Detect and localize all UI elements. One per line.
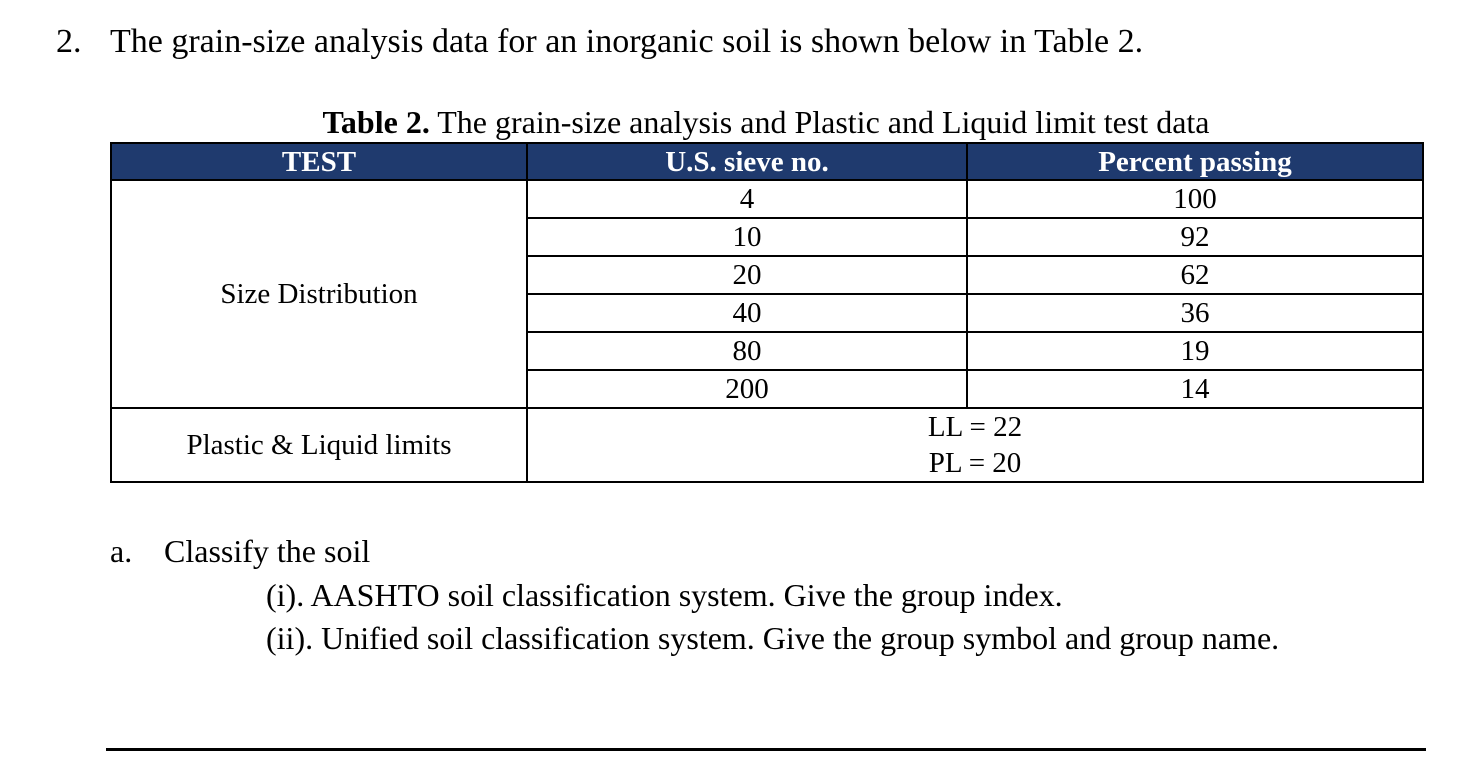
question-2 <box>56 20 1143 64</box>
grain-size-table <box>110 142 1424 483</box>
part-a-text: Classify the soil <box>164 533 371 569</box>
sieve-cell: 200 <box>527 370 967 408</box>
passing-cell: 19 <box>967 332 1423 370</box>
passing-cell: 100 <box>967 180 1423 218</box>
passing-cell: 14 <box>967 370 1423 408</box>
question-number: 2. <box>56 23 82 60</box>
sieve-cell: 10 <box>527 218 967 256</box>
sieve-cell: 40 <box>527 294 967 332</box>
table-row <box>111 180 1423 218</box>
bottom-divider <box>106 748 1426 751</box>
header-percent-passing: Percent passing <box>967 143 1423 180</box>
table-header-row <box>111 143 1423 180</box>
limits-values <box>527 408 1423 482</box>
limits-label: Plastic & Liquid limits <box>111 408 527 482</box>
header-test: TEST <box>111 143 527 180</box>
table-caption-label: Table 2. <box>322 104 430 140</box>
sieve-cell: 80 <box>527 332 967 370</box>
passing-cell: 62 <box>967 256 1423 294</box>
part-a <box>110 530 370 572</box>
size-distribution-label: Size Distribution <box>111 180 527 408</box>
part-a-item-unified: (ii). Unified soil classification system. Give the group symbol and group name. <box>266 620 1280 656</box>
table-caption-text: The grain-size analysis and Plastic and Liquid limit test data <box>429 104 1210 140</box>
part-a-item-aashto: (i). AASHTO soil classification system. Give the group index. <box>266 577 1063 613</box>
passing-cell: 92 <box>967 218 1423 256</box>
limits-row <box>111 408 1423 482</box>
sieve-cell: 4 <box>527 180 967 218</box>
question-text: The grain-size analysis data for an inorganic soil is shown below in Table 2. <box>110 23 1144 60</box>
liquid-limit: LL = 22 <box>927 411 1023 443</box>
sieve-cell: 20 <box>527 256 967 294</box>
part-a-letter: a. <box>110 533 133 569</box>
table-caption <box>110 102 1422 142</box>
header-sieve-no: U.S. sieve no. <box>527 143 967 180</box>
passing-cell: 36 <box>967 294 1423 332</box>
plastic-limit: PL = 20 <box>928 447 1022 479</box>
